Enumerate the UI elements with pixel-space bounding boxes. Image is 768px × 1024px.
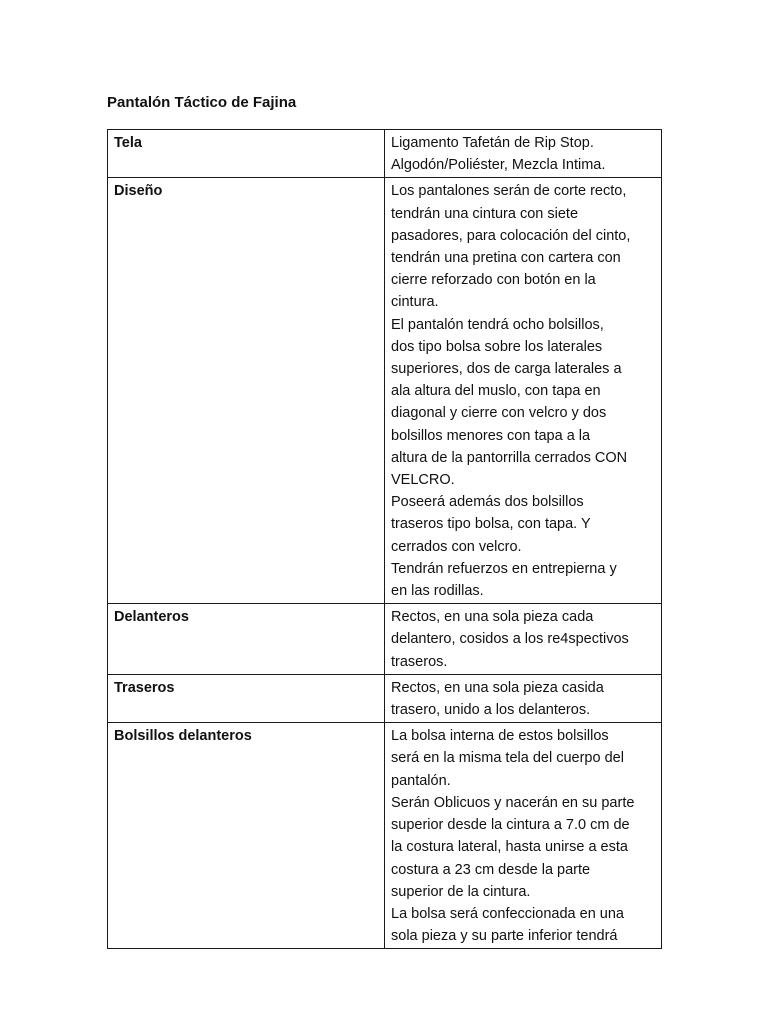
description-line: bolsillos menores con tapa a la [391, 427, 591, 444]
description-line: La bolsa será confeccionada en una [391, 905, 624, 922]
table-row [108, 604, 662, 675]
description-line: superior de la cintura. [391, 883, 531, 900]
description-line: dos tipo bolsa sobre los laterales [391, 338, 603, 355]
description-line: La bolsa interna de estos bolsillos [391, 728, 609, 745]
description-line: superior desde la cintura a 7.0 cm de [391, 817, 630, 834]
table-row [108, 130, 662, 178]
description-line: Serán Oblicuos y nacerán en su parte [391, 794, 635, 811]
description-line: traseros. [391, 653, 448, 670]
description-line: será en la misma tela del cuerpo del [391, 750, 624, 767]
description-line: Rectos, en una sola pieza cada [391, 609, 594, 626]
description-line: El pantalón tendrá ocho bolsillos, [391, 316, 604, 333]
row-label-bolsillos-delanteros: Bolsillos delanteros [108, 723, 385, 949]
description-line: la costura lateral, hasta unirse a esta [391, 839, 628, 856]
description-line: tendrán una pretina con cartera con [391, 250, 621, 267]
description-line: cerrados con velcro. [391, 538, 522, 555]
description-line: diagonal y cierre con velcro y dos [391, 405, 607, 422]
description-line: delantero, cosidos a los re4spectivos [391, 631, 629, 648]
description-line: Los pantalones serán de corte recto, [391, 183, 627, 200]
description-line: costura a 23 cm desde la parte [391, 861, 591, 878]
table-row [108, 178, 662, 604]
description-line: pasadores, para colocación del cinto, [391, 227, 631, 244]
description-line: pantalón. [391, 772, 451, 789]
description-line: trasero, unido a los delanteros. [391, 702, 591, 719]
description-line: VELCRO. [391, 472, 455, 489]
row-label-delanteros: Delanteros [108, 604, 385, 675]
specification-table [107, 129, 662, 949]
description-line: cierre reforzado con botón en la [391, 272, 596, 289]
description-line: Tendrán refuerzos en entrepierna y [391, 560, 617, 577]
description-line: Ligamento Tafetán de Rip Stop. [391, 135, 594, 151]
row-description-diseno [385, 178, 662, 604]
row-label-traseros: Traseros [108, 674, 385, 722]
description-line: en las rodillas. [391, 583, 484, 600]
description-line: ala altura del muslo, con tapa en [391, 383, 601, 400]
row-label-tela: Tela [108, 130, 385, 178]
description-line: Algodón/Poliéster, Mezcla Intima. [391, 157, 606, 174]
description-line: superiores, dos de carga laterales a [391, 361, 622, 378]
description-line: Rectos, en una sola pieza casida [391, 679, 604, 696]
document-title: Pantalón Táctico de Fajina [107, 94, 297, 111]
row-description-traseros [385, 674, 662, 722]
description-line: altura de la pantorrilla cerrados CON [391, 449, 628, 466]
row-description-tela [385, 130, 662, 178]
description-line: sola pieza y su parte inferior tendrá [391, 928, 618, 945]
table-row [108, 723, 662, 949]
description-line: traseros tipo bolsa, con tapa. Y [391, 516, 591, 533]
row-description-delanteros [385, 604, 662, 675]
row-description-bolsillos-delanteros [385, 723, 662, 949]
description-line: tendrán una cintura con siete [391, 205, 579, 222]
description-line: cintura. [391, 294, 439, 311]
row-label-diseno: Diseño [108, 178, 385, 604]
description-line: Poseerá además dos bolsillos [391, 494, 584, 511]
table-row [108, 674, 662, 722]
